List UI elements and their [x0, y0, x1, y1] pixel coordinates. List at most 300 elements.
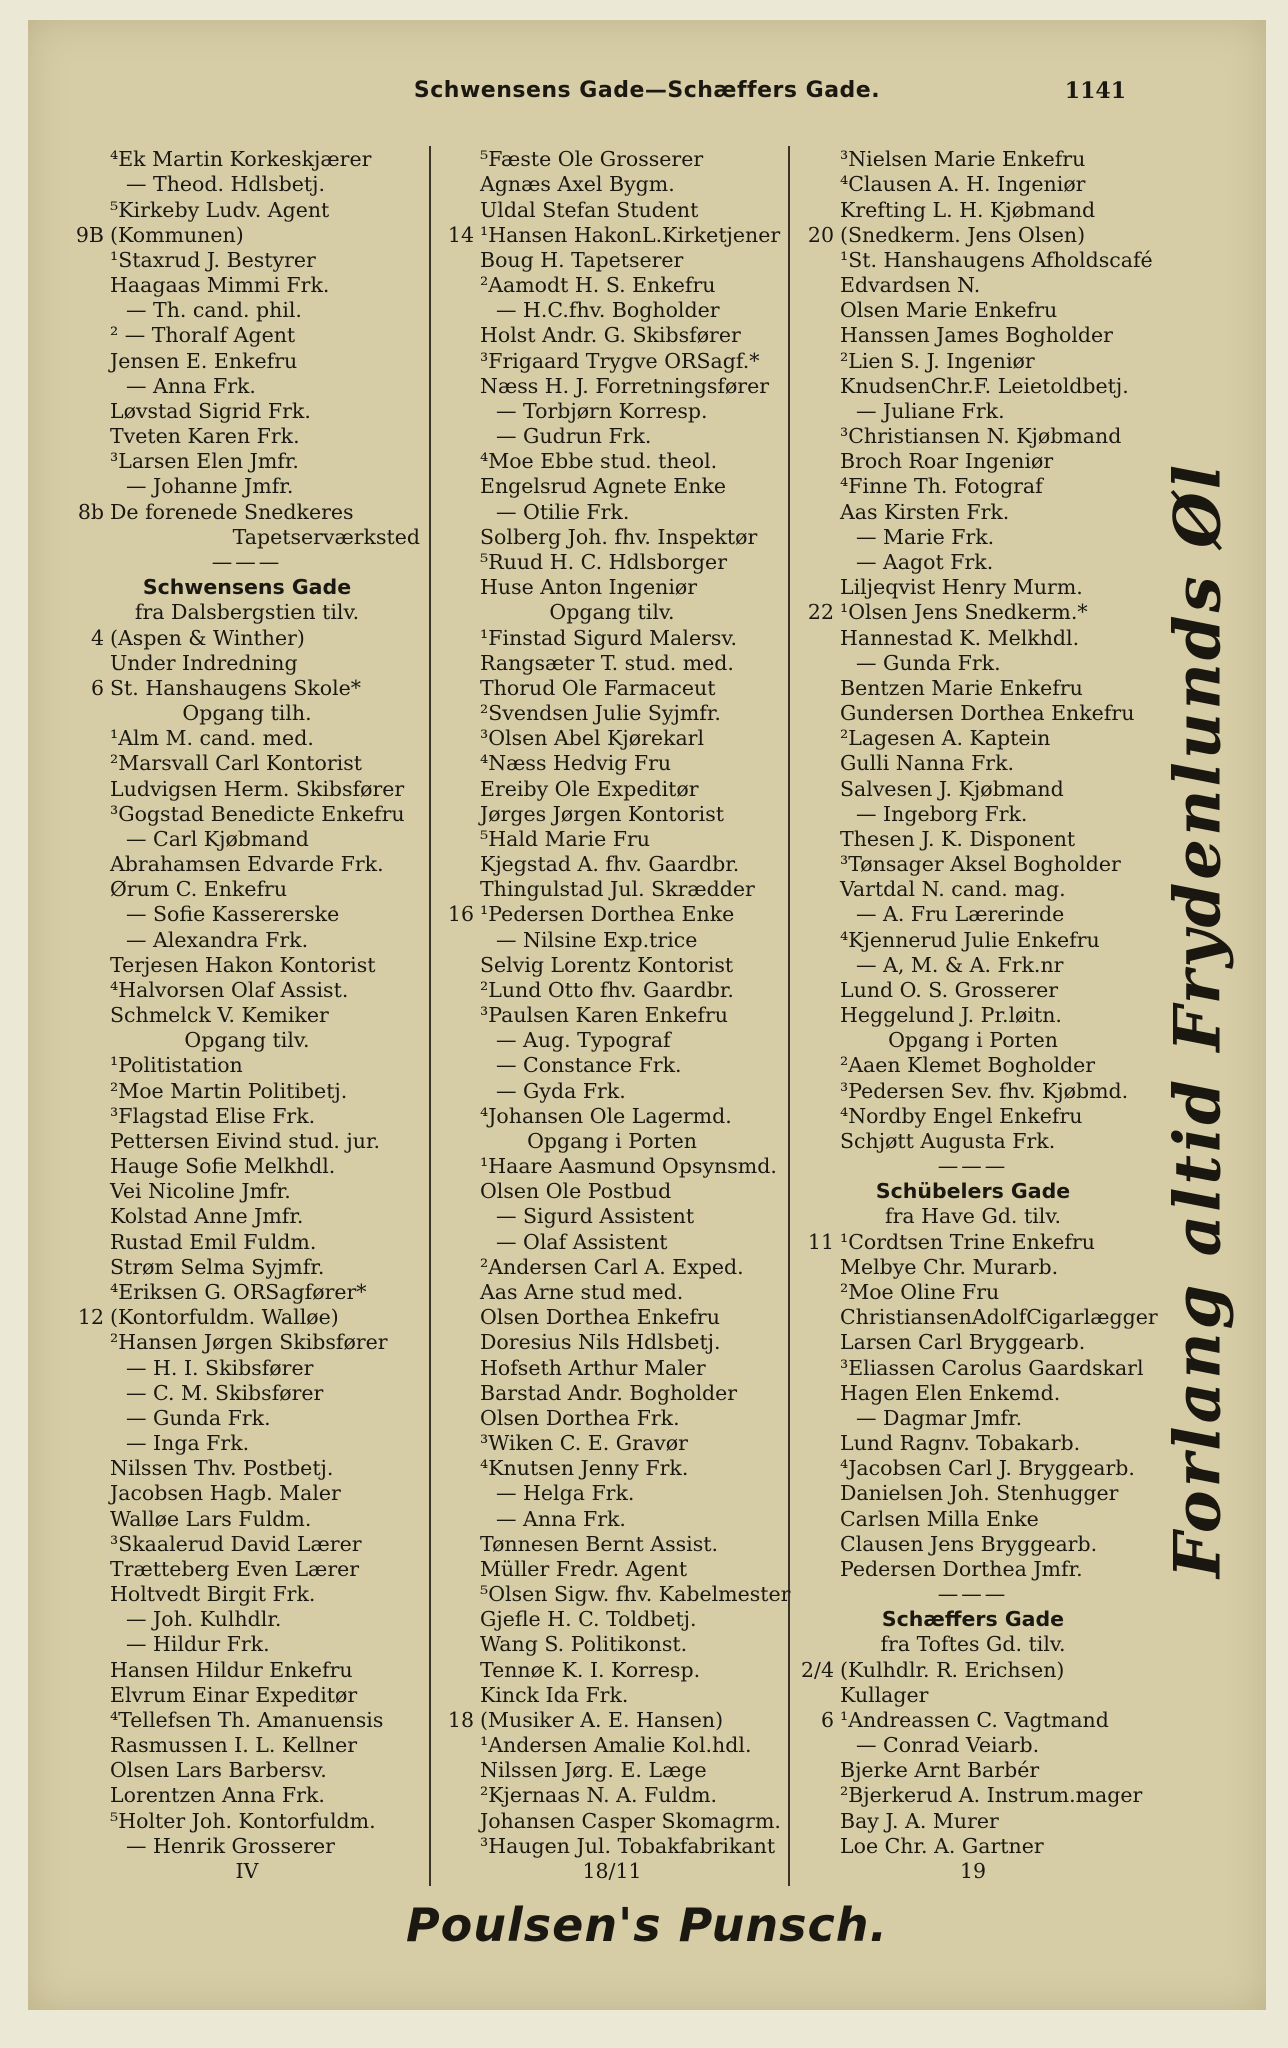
entry-text: ⁴Finne Th. Fotograf: [840, 474, 1043, 499]
directory-entry: [438, 1558, 786, 1581]
entry-text: Kullager: [840, 1682, 929, 1707]
entry-text: Kjegstad A. fhv. Gaardbr.: [480, 852, 740, 877]
entry-text: — Nilsine Exp.trice: [496, 927, 698, 952]
entry-text: Thesen J. K. Disponent: [840, 826, 1076, 851]
entry-text: ⁵Kirkeby Ludv. Agent: [110, 197, 330, 222]
directory-entry: [68, 1381, 426, 1404]
entry-text: ¹Hansen HakonL.Kirketjener: [480, 222, 781, 247]
entry-text: ³Nielsen Marie Enkefru: [840, 147, 1086, 172]
directory-entry: [438, 450, 786, 473]
entry-text: Wang S. Politikonst.: [480, 1632, 688, 1657]
directory-entry: [68, 954, 426, 977]
entry-text: Uldal Stefan Student: [480, 197, 699, 222]
house-number: 22: [807, 600, 834, 625]
directory-entry: [438, 224, 786, 247]
directory-entry: [438, 727, 786, 750]
entry-text: — Olaf Assistent: [496, 1229, 668, 1254]
entry-text: Schwensens Gade: [142, 575, 352, 600]
directory-entry: [798, 299, 1148, 322]
entry-text: fra Toftes Gd. tilv.: [880, 1632, 1066, 1657]
directory-entry: [798, 601, 1148, 624]
directory-entry: [798, 1079, 1148, 1102]
directory-entry: [68, 727, 426, 750]
entry-text: — A. Fru Lærerinde: [856, 902, 1065, 927]
directory-entry: [68, 249, 426, 272]
directory-entry: [438, 475, 786, 498]
directory-entry: [798, 1004, 1148, 1027]
entry-text: Aas Arne stud med.: [480, 1279, 684, 1304]
entry-text: — Sigurd Assistent: [496, 1204, 695, 1229]
directory-entry: [68, 1784, 426, 1807]
entry-text: Olsen Lars Barbersv.: [110, 1758, 327, 1783]
entry-text: Solberg Joh. fhv. Inspektør: [480, 524, 758, 549]
entry-text: Clausen Jens Bryggearb.: [840, 1531, 1098, 1556]
directory-entry: [798, 1105, 1148, 1128]
directory-entry: [68, 1507, 426, 1530]
entry-text: Nilssen Jørg. E. Læge: [480, 1758, 707, 1783]
directory-entry: [438, 1180, 786, 1203]
entry-text: Hofseth Arthur Maler: [480, 1355, 706, 1380]
directory-entry: [438, 299, 786, 322]
directory-entry: [798, 450, 1148, 473]
entry-text: Edvardsen N.: [840, 273, 981, 298]
directory-entry: [438, 1281, 786, 1304]
directory-entry: [798, 1709, 1148, 1732]
directory-entry: [438, 1658, 786, 1681]
directory-entry: [438, 651, 786, 674]
directory-entry: [798, 1507, 1148, 1530]
directory-entry: [798, 802, 1148, 825]
entry-text: Rustad Emil Fuldm.: [110, 1229, 317, 1254]
entry-text: Opgang i Porten: [527, 1128, 697, 1153]
entry-text: (Kommunen): [110, 222, 244, 247]
entry-text: ³Eliassen Carolus Gaardskarl: [840, 1355, 1144, 1380]
street-heading: [798, 1180, 1148, 1203]
directory-entry: [798, 1054, 1148, 1077]
directory-entry: [798, 247, 1153, 272]
directory-entry: [438, 1230, 786, 1253]
directory-entry: [68, 349, 426, 372]
entry-text: Broch Roar Ingeniør: [840, 449, 1054, 474]
entry-text: ———: [211, 550, 283, 574]
entry-text: — Carl Kjøbmand: [126, 826, 309, 851]
entry-text: Opgang tilv.: [549, 600, 675, 625]
directory-entry: [438, 526, 786, 549]
entry-text: fra Have Gd. tilv.: [884, 1204, 1061, 1229]
directory-entry: [798, 1432, 1148, 1455]
column-divider: [429, 146, 431, 1886]
directory-entry: [798, 1230, 1148, 1253]
entry-text: ²Marsvall Carl Kontorist: [110, 751, 362, 776]
directory-entry: [68, 274, 426, 297]
directory-entry: [68, 1230, 426, 1253]
directory-entry: [68, 1407, 426, 1430]
house-number: 18: [447, 1707, 474, 1732]
directory-entry: [438, 777, 786, 800]
entry-text: ¹Staxrud J. Bestyrer: [110, 247, 316, 272]
entry-text: ²Hansen Jørgen Skibsfører: [110, 1330, 388, 1355]
entry-text: Vei Nicoline Jmfr.: [110, 1179, 291, 1204]
entry-text: ³Pedersen Sev. fhv. Kjøbmd.: [840, 1078, 1129, 1103]
directory-entry: [68, 500, 426, 523]
directory-entry: [438, 198, 786, 221]
directory-entry: [438, 1407, 786, 1430]
directory-entry: [68, 626, 426, 649]
entry-text: Schübelers Gade: [875, 1179, 1071, 1204]
house-number: 8b: [77, 499, 104, 524]
directory-entry: [68, 551, 426, 574]
entry-text: ²Lund Otto fhv. Gaardbr.: [480, 977, 734, 1002]
directory-entry: [798, 1809, 1148, 1832]
entry-text: Jensen E. Enkefru: [110, 348, 298, 373]
entry-text: Hansen Hildur Enkefru: [110, 1657, 353, 1682]
page-number: 1141: [1064, 78, 1126, 104]
directory-entry: [438, 1482, 786, 1505]
entry-text: — Gyda Frk.: [496, 1078, 626, 1103]
directory-entry: [68, 1809, 426, 1832]
entry-text: Thorud Ole Farmaceut: [480, 675, 716, 700]
directory-entry: [798, 1658, 1148, 1681]
entry-text: ⁴Johansen Ole Lagermd.: [480, 1103, 732, 1128]
directory-entry: [798, 1784, 1148, 1807]
entry-text: Opgang tilh.: [182, 701, 312, 726]
directory-entry: [438, 601, 786, 624]
entry-text: ¹Politistation: [110, 1053, 243, 1078]
directory-entry: [798, 1558, 1148, 1581]
entry-text: — H. I. Skibsfører: [126, 1355, 314, 1380]
directory-entry: [68, 1029, 426, 1052]
directory-entry: [438, 551, 786, 574]
entry-text: — Johanne Jmfr.: [126, 474, 294, 499]
directory-entry: [68, 198, 426, 221]
entry-text: Engelsrud Agnete Enke: [480, 474, 727, 499]
entry-text: Hagen Elen Enkemd.: [840, 1380, 1061, 1405]
house-number: 11: [807, 1229, 834, 1254]
entry-text: fra Dalsbergstien tilv.: [134, 600, 360, 625]
entry-text: ²Andersen Carl A. Exped.: [480, 1254, 744, 1279]
directory-entry: [798, 979, 1148, 1002]
directory-entry: [68, 651, 426, 674]
directory-entry: [798, 198, 1148, 221]
entry-text: ¹Haare Aasmund Opsynsmd.: [480, 1154, 777, 1179]
directory-entry: [438, 249, 786, 272]
house-number: 9B: [75, 222, 104, 247]
entry-text: ²Lagesen A. Kaptein: [840, 726, 1051, 751]
entry-text: — Torbjørn Korresp.: [496, 398, 708, 423]
entry-text: Larsen Carl Bryggearb.: [840, 1330, 1086, 1355]
directory-entry: [798, 1407, 1148, 1430]
entry-text: ⁴Næss Hedvig Fru: [480, 751, 672, 776]
directory-entry: [798, 1029, 1148, 1052]
entry-text: ¹Olsen Jens Snedkerm.*: [840, 600, 1088, 625]
directory-entry: [68, 1558, 426, 1581]
entry-text: — Constance Frk.: [496, 1053, 682, 1078]
directory-entry: [438, 1633, 786, 1656]
directory-entry: [68, 1130, 426, 1153]
entry-text: ³Olsen Abel Kjørekarl: [480, 726, 705, 751]
entry-text: KnudsenChr.F. Leietoldbetj.: [840, 373, 1129, 398]
entry-text: (Snedkerm. Jens Olsen): [840, 222, 1086, 247]
directory-entry: [798, 853, 1148, 876]
entry-text: Under Indredning: [110, 650, 298, 675]
directory-entry: [438, 400, 786, 423]
directory-entry: [68, 1532, 426, 1555]
entry-text: Tennøe K. I. Korresp.: [480, 1657, 701, 1682]
directory-entry: [798, 1281, 1148, 1304]
entry-text: ⁴Eriksen G. ORSagfører*: [110, 1279, 367, 1304]
entry-text: ¹Andreassen C. Vagtmand: [840, 1707, 1109, 1732]
directory-entry: [438, 752, 786, 775]
directory-entry: [798, 551, 1148, 574]
entry-text: Holst Andr. G. Skibsfører: [480, 323, 741, 348]
entry-text: ¹Pedersen Dorthea Enke: [480, 902, 735, 927]
directory-entry: [438, 626, 786, 649]
directory-entry: [798, 1759, 1148, 1782]
entry-text: ³Gogstad Benedicte Enkefru: [110, 801, 405, 826]
entry-text: Johansen Casper Skomagrm.: [480, 1808, 781, 1833]
directory-entry: [438, 1105, 786, 1128]
entry-text: Lund O. S. Grosserer: [840, 977, 1059, 1002]
directory-entry: [68, 1633, 426, 1656]
entry-text: Trætteberg Even Lærer: [110, 1556, 360, 1581]
entry-text: — C. M. Skibsfører: [126, 1380, 324, 1405]
entry-text: Tapetserværksted: [232, 524, 420, 549]
directory-entry: [798, 1130, 1148, 1153]
directory-entry: [798, 1633, 1148, 1656]
directory-entry: [798, 1205, 1148, 1228]
directory-entry: [798, 777, 1148, 800]
directory-entry: [798, 173, 1148, 196]
directory-entry: [438, 148, 786, 171]
directory-entry: [68, 1105, 426, 1128]
directory-entry: [68, 1281, 426, 1304]
entry-text: ² — Thoralf Agent: [110, 323, 296, 348]
directory-entry: [438, 500, 786, 523]
directory-page: [28, 20, 1266, 2010]
directory-entry: [438, 375, 786, 398]
house-number: 12: [77, 1305, 104, 1330]
directory-entry: [438, 1306, 786, 1329]
entry-text: ⁴Nordby Engel Enkefru: [840, 1103, 1083, 1128]
entry-text: De forenede Snedkeres: [110, 499, 354, 524]
house-number: 20: [807, 222, 834, 247]
directory-entry: [798, 878, 1148, 901]
directory-entry: [438, 1356, 786, 1379]
entry-text: Terjesen Hakon Kontorist: [110, 952, 376, 977]
directory-entry: [438, 1734, 786, 1757]
entry-text: — Alexandra Frk.: [126, 927, 309, 952]
directory-entry: [68, 1734, 426, 1757]
directory-entry: [438, 1256, 786, 1279]
column-divider: [788, 146, 790, 1886]
entry-text: ⁵Fæste Ole Grosserer: [480, 147, 704, 172]
entry-text: ⁵Holter Joh. Kontorfuldm.: [110, 1808, 376, 1833]
entry-text: Hauge Sofie Melkhdl.: [110, 1154, 336, 1179]
entry-text: ²Lien S. J. Ingeniør: [840, 348, 1035, 373]
entry-text: Bentzen Marie Enkefru: [840, 675, 1083, 700]
directory-entry: [68, 1482, 426, 1505]
directory-entry: [68, 475, 426, 498]
directory-entry: [68, 450, 426, 473]
directory-entry: [438, 1381, 786, 1404]
entry-text: ³Paulsen Karen Enkefru: [480, 1003, 728, 1028]
page-title: Schwensens Gade—Schæffers Gade.: [413, 78, 881, 103]
entry-text: ———: [937, 1154, 1009, 1179]
directory-entry: [798, 1457, 1148, 1480]
entry-text: Hanssen James Bogholder: [840, 323, 1113, 348]
directory-entry: [68, 828, 426, 851]
entry-text: — Hildur Frk.: [126, 1632, 270, 1657]
directory-entry: [438, 274, 786, 297]
entry-text: — Inga Frk.: [126, 1431, 250, 1456]
directory-entry: [68, 299, 426, 322]
entry-text: — Henrik Grosserer: [126, 1833, 335, 1858]
entry-text: ⁵Ruud H. C. Hdlsborger: [480, 550, 727, 574]
directory-entry: [798, 651, 1148, 674]
directory-entry: [438, 1608, 786, 1631]
entry-text: — Anna Frk.: [496, 1506, 626, 1531]
entry-text: Bay J. A. Murer: [840, 1808, 999, 1833]
entry-text: Melbye Chr. Murarb.: [840, 1254, 1059, 1279]
directory-entry: [68, 1860, 426, 1883]
entry-text: Salvesen J. Kjøbmand: [840, 776, 1064, 801]
entry-text: — Conrad Veiarb.: [856, 1733, 1040, 1758]
entry-text: Schmelck V. Kemiker: [110, 1003, 329, 1028]
directory-entry: [438, 853, 786, 876]
entry-text: Selvig Lorentz Kontorist: [480, 952, 734, 977]
directory-entry: [798, 1305, 1158, 1330]
directory-entry: [438, 1709, 786, 1732]
entry-text: Haagaas Mimmi Frk.: [110, 273, 330, 298]
directory-entry: [68, 903, 426, 926]
directory-entry: [68, 425, 426, 448]
directory-entry: [798, 752, 1148, 775]
directory-entry: [798, 526, 1148, 549]
entry-text: ⁴Jacobsen Carl J. Bryggearb.: [840, 1456, 1135, 1481]
directory-entry: [438, 1205, 786, 1228]
entry-text: ³Skaalerud David Lærer: [110, 1531, 362, 1556]
directory-entry: [438, 1507, 786, 1530]
entry-text: Olsen Dorthea Frk.: [480, 1405, 680, 1430]
directory-entry: [798, 1860, 1148, 1883]
entry-text: — Joh. Kulhdlr.: [126, 1607, 282, 1632]
entry-text: Pettersen Eivind stud. jur.: [110, 1128, 381, 1153]
entry-text: — Theod. Hdlsbetj.: [126, 172, 325, 197]
entry-text: Bjerke Arnt Barbér: [840, 1758, 1040, 1783]
directory-entry: [68, 777, 426, 800]
entry-text: ³Frigaard Trygve ORSagf.*: [480, 348, 760, 373]
entry-text: Kolstad Anne Jmfr.: [110, 1204, 304, 1229]
entry-text: ¹Cordtsen Trine Enkefru: [840, 1229, 1095, 1254]
entry-text: Olsen Dorthea Enkefru: [480, 1305, 720, 1330]
directory-entry: [798, 1482, 1148, 1505]
entry-text: ChristiansenAdolfCigarlægger: [840, 1305, 1158, 1330]
directory-entry: [438, 1130, 786, 1153]
directory-entry: [798, 1256, 1148, 1279]
entry-text: Barstad Andr. Bogholder: [480, 1380, 738, 1405]
directory-entry: [798, 349, 1148, 372]
entry-text: Rangsæter T. stud. med.: [480, 650, 734, 675]
entry-text: — A, M. & A. Frk.nr: [856, 952, 1064, 977]
house-number: 14: [447, 222, 474, 247]
entry-text: Olsen Marie Enkefru: [840, 298, 1058, 323]
entry-text: — Aug. Typograf: [496, 1028, 671, 1053]
entry-text: Huse Anton Ingeniør: [480, 575, 698, 600]
entry-text: Doresius Nils Hdlsbetj.: [480, 1330, 721, 1355]
directory-entry: [438, 349, 786, 372]
directory-entry: [438, 1054, 786, 1077]
entry-text: Aas Kirsten Frk.: [840, 499, 1010, 524]
entry-text: Elvrum Einar Expeditør: [110, 1682, 358, 1707]
directory-entry: [438, 1004, 786, 1027]
directory-entry: [798, 224, 1148, 247]
directory-entry: [68, 400, 426, 423]
directory-entry: [68, 752, 426, 775]
entry-text: Strøm Selma Syjmfr.: [110, 1254, 325, 1279]
entry-text: Tønnesen Bernt Assist.: [480, 1531, 718, 1556]
directory-entry: [438, 1029, 786, 1052]
entry-text: Gulli Nanna Frk.: [840, 751, 1015, 776]
directory-entry: [68, 1256, 426, 1279]
entry-text: Lund Ragnv. Tobakarb.: [840, 1431, 1081, 1456]
entry-text: ⁴Halvorsen Olaf Assist.: [110, 977, 349, 1002]
directory-entry: [68, 878, 426, 901]
directory-entry: [798, 1155, 1148, 1178]
entry-text: ¹Alm M. cand. med.: [110, 726, 314, 751]
directory-entry: [68, 1155, 426, 1178]
directory-entry: [798, 1683, 1148, 1706]
entry-text: — Juliane Frk.: [856, 398, 1005, 423]
bottom-advertisement: Poulsen's Punsch.: [405, 1898, 889, 1952]
entry-text: ³Wiken C. E. Gravør: [480, 1431, 688, 1456]
entry-text: ¹St. Hanshaugens Afholdscafé: [840, 247, 1153, 272]
directory-entry: [438, 1809, 786, 1832]
entry-text: Carlsen Milla Enke: [840, 1506, 1039, 1531]
directory-entry: [438, 802, 786, 825]
entry-text: ³Larsen Elen Jmfr.: [110, 449, 299, 474]
directory-entry: [68, 1835, 426, 1858]
directory-entry: [798, 425, 1148, 448]
directory-entry: [68, 853, 426, 876]
column-2: [438, 147, 791, 1883]
entry-text: ³Flagstad Elise Frk.: [110, 1103, 316, 1128]
directory-entry: [438, 1331, 786, 1354]
directory-entry: [438, 828, 786, 851]
directory-entry: [68, 1658, 426, 1681]
vertical-advertisement: Forlang altid Frydenlunds Øl: [1160, 461, 1236, 1579]
directory-entry: [798, 1331, 1148, 1354]
entry-text: 18/11: [582, 1858, 642, 1883]
entry-text: Olsen Ole Postbud: [480, 1179, 672, 1204]
directory-entry: [438, 878, 786, 901]
entry-text: Løvstad Sigrid Frk.: [110, 398, 311, 423]
entry-text: ²Svendsen Julie Syjmfr.: [480, 701, 721, 726]
directory-entry: [68, 1683, 426, 1706]
entry-text: (Aspen & Winther): [110, 625, 305, 650]
directory-entry: [68, 1054, 426, 1077]
directory-entry: [438, 425, 786, 448]
entry-text: ⁴Clausen A. H. Ingeniør: [840, 172, 1086, 197]
entry-text: Boug H. Tapetserer: [480, 247, 684, 272]
entry-text: St. Hanshaugens Skole*: [110, 675, 362, 700]
entry-text: — Aagot Frk.: [856, 550, 994, 574]
directory-entry: [68, 148, 426, 171]
entry-text: Abrahamsen Edvarde Frk.: [110, 852, 384, 877]
entry-text: IV: [235, 1858, 259, 1883]
house-number: 4: [90, 625, 104, 650]
directory-entry: [438, 324, 786, 347]
directory-entry: [438, 1683, 786, 1706]
